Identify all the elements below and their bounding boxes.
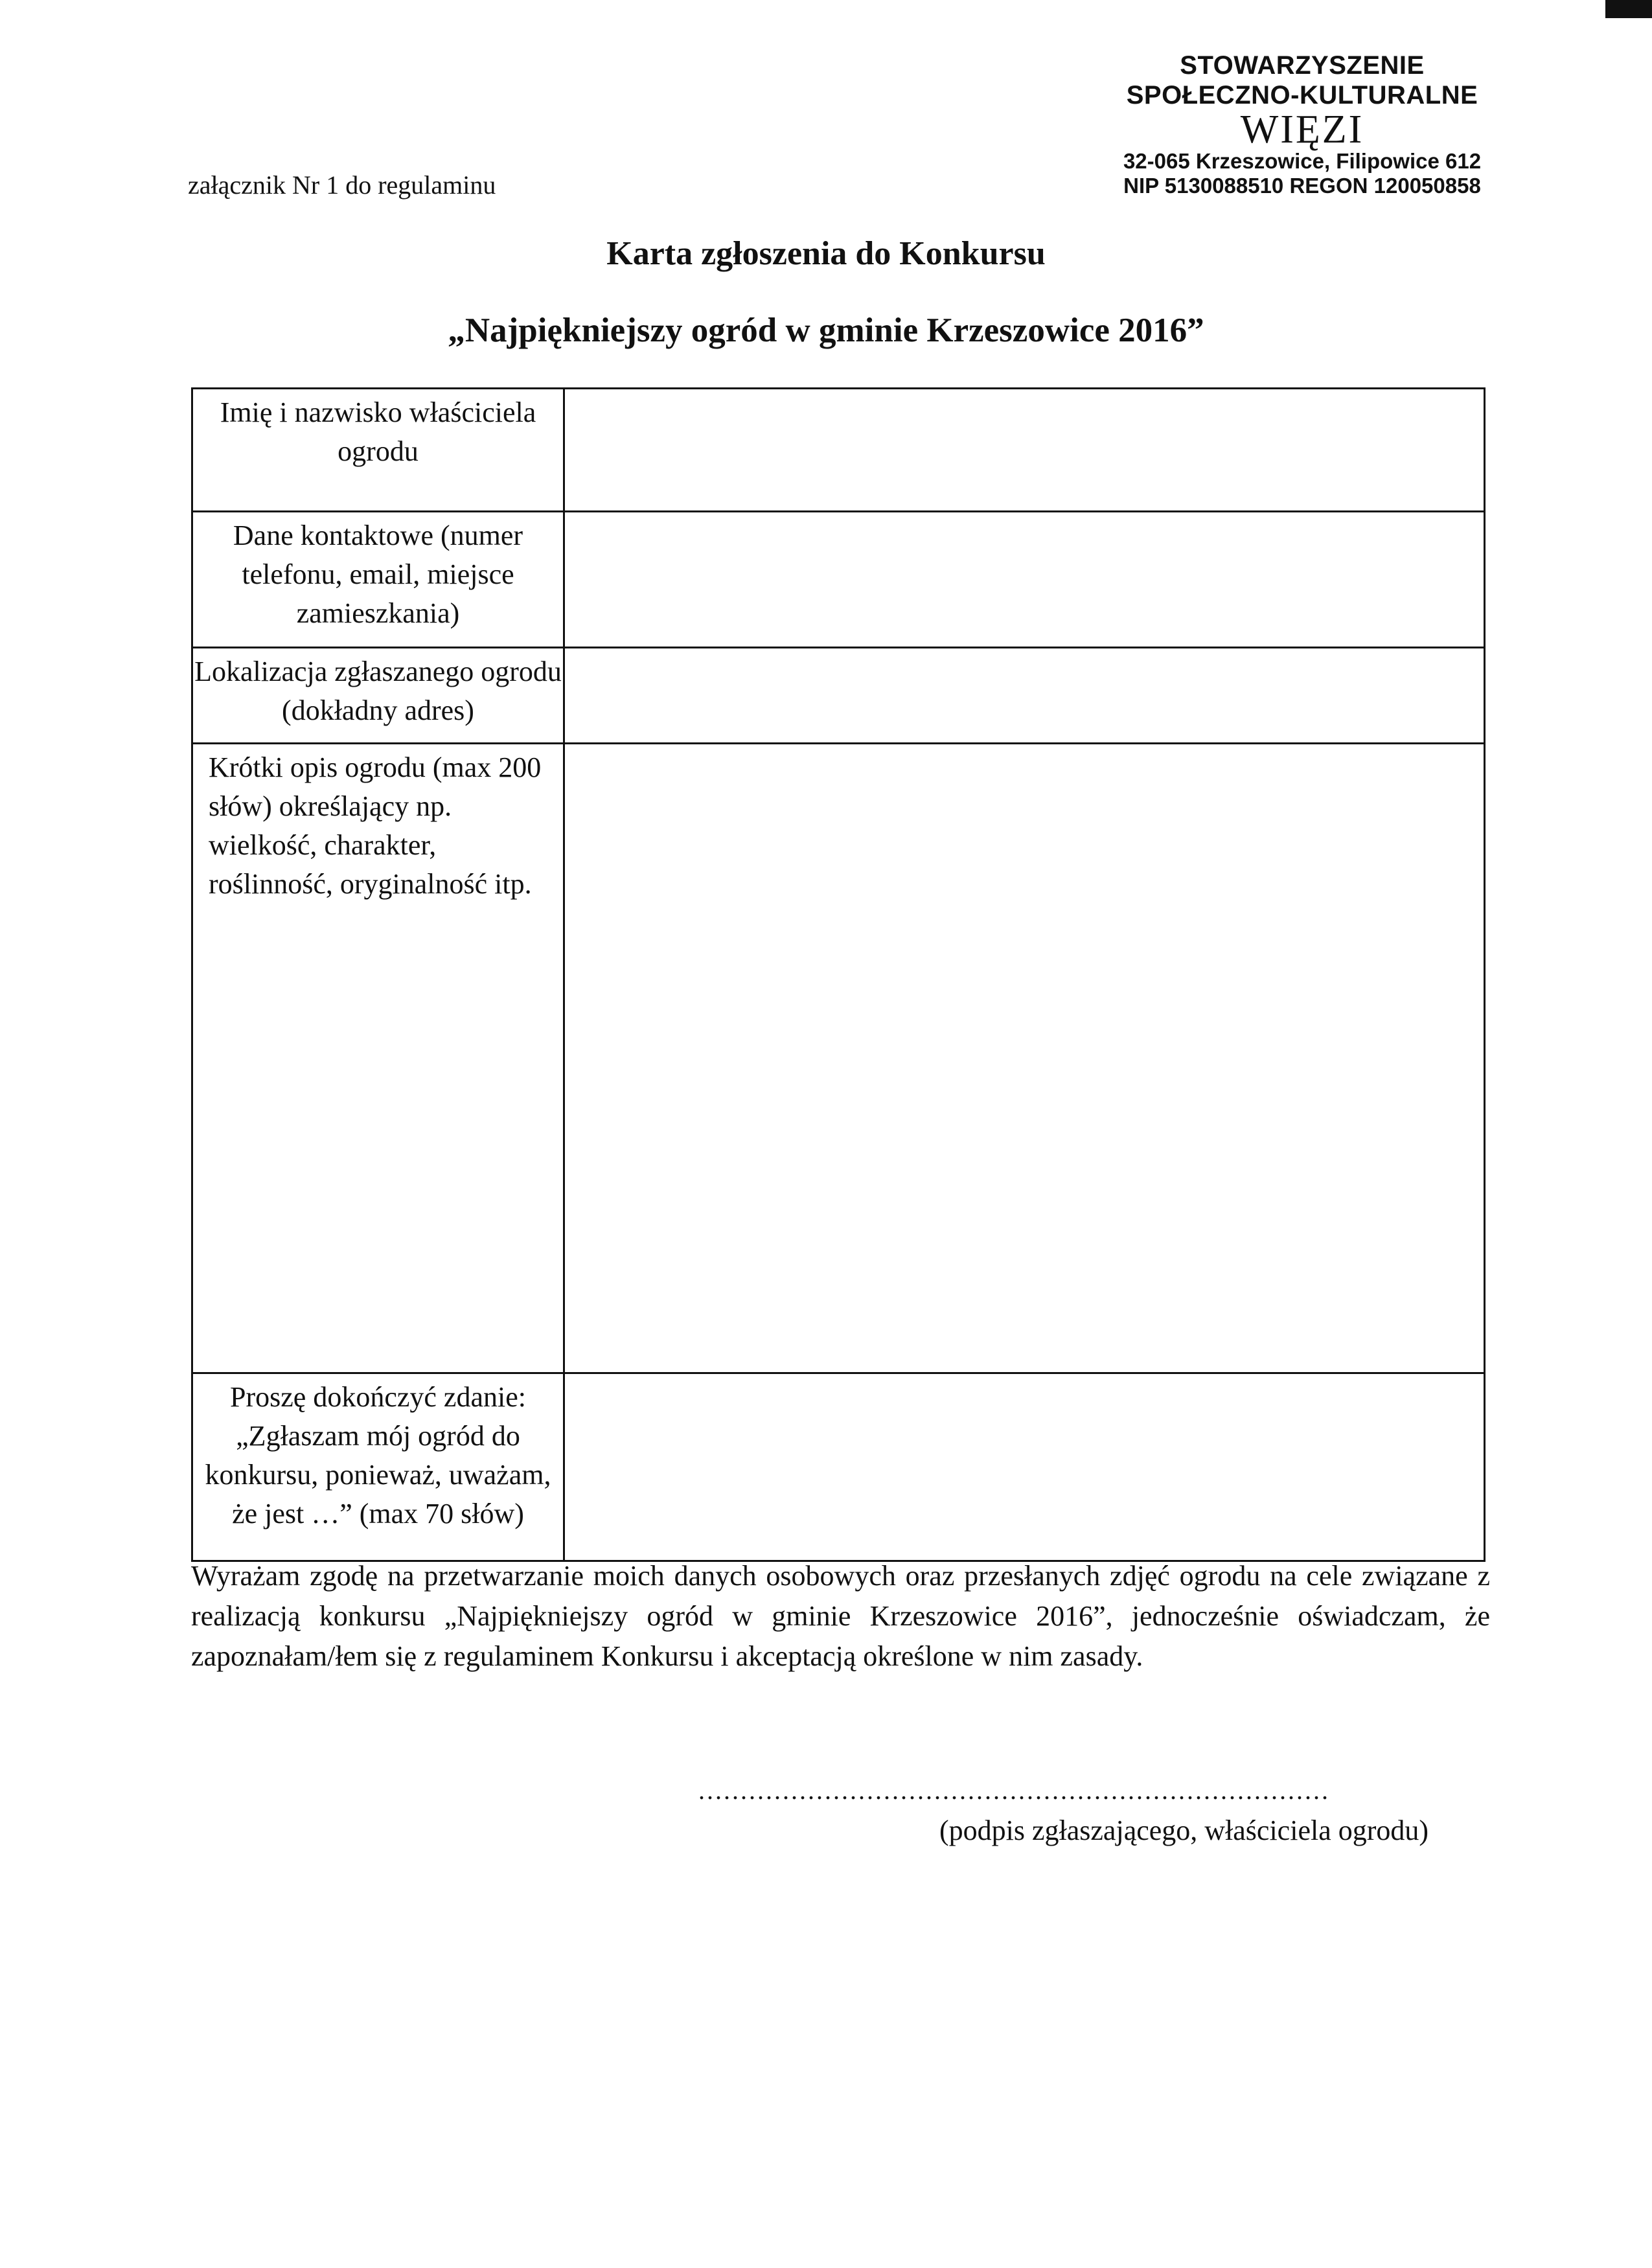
- stamp-line-4: 32-065 Krzeszowice, Filipowice 612: [1123, 149, 1482, 173]
- description-field[interactable]: [564, 744, 1485, 1373]
- application-form-table: [191, 387, 1486, 1562]
- stamp-line-2: SPOŁECZNO-KULTURALNE: [1126, 81, 1478, 109]
- stamp-line-3: WIĘZI: [1240, 108, 1364, 152]
- form-row-statement: [192, 1373, 1485, 1561]
- signature-caption: (podpis zgłaszającego, właściciela ogrodu): [939, 1815, 1429, 1846]
- statement-field[interactable]: [564, 1373, 1485, 1561]
- form-row-description: [192, 744, 1485, 1373]
- location-field[interactable]: [564, 648, 1485, 744]
- signature-line[interactable]: ...........................................................................: [698, 1776, 1330, 1805]
- form-title: Karta zgłoszenia do Konkursu: [606, 235, 1046, 272]
- statement-label: Proszę dokończyć zdanie: „Zgłaszam mój ogród do konkursu, ponieważ, uważam, że jest …” (max 70 słów): [192, 1373, 564, 1561]
- location-label: Lokalizacja zgłaszanego ogrodu (dokładny adres): [192, 648, 564, 744]
- attachment-label: załącznik Nr 1 do regulaminu: [188, 170, 496, 200]
- owner-name-label: Imię i nazwisko właściciela ogrodu: [192, 389, 564, 512]
- stamp-line-1: STOWARZYSZENIE: [1180, 51, 1425, 80]
- owner-name-field[interactable]: [564, 389, 1485, 512]
- description-label: Krótki opis ogrodu (max 200 słów) określający np. wielkość, charakter, roślinność, oryginalność itp.: [192, 744, 564, 1373]
- contact-field[interactable]: [564, 512, 1485, 648]
- stamp-line-5: NIP 5130088510 REGON 120050858: [1123, 174, 1481, 198]
- form-row-contact: [192, 512, 1485, 648]
- form-row-owner-name: [192, 389, 1485, 512]
- contest-name: „Najpiękniejszy ogród w gminie Krzeszowice 2016”: [448, 312, 1204, 349]
- contact-label: Dane kontaktowe (numer telefonu, email, miejsce zamieszkania): [192, 512, 564, 648]
- form-row-location: [192, 648, 1485, 744]
- scan-corner-mark: [1605, 0, 1652, 18]
- consent-statement: Wyrażam zgodę na przetwarzanie moich danych osobowych oraz przesłanych zdjęć ogrodu na cele związane z realizacją konkursu „Najpiękniejszy ogród w gminie Krzeszowice 2016”, jednocześnie oświadczam, że zapoznałam/łem się z regulaminem Konkursu i akceptacją określone w nim zasady.: [191, 1560, 1490, 1672]
- association-stamp: [1075, 51, 1529, 198]
